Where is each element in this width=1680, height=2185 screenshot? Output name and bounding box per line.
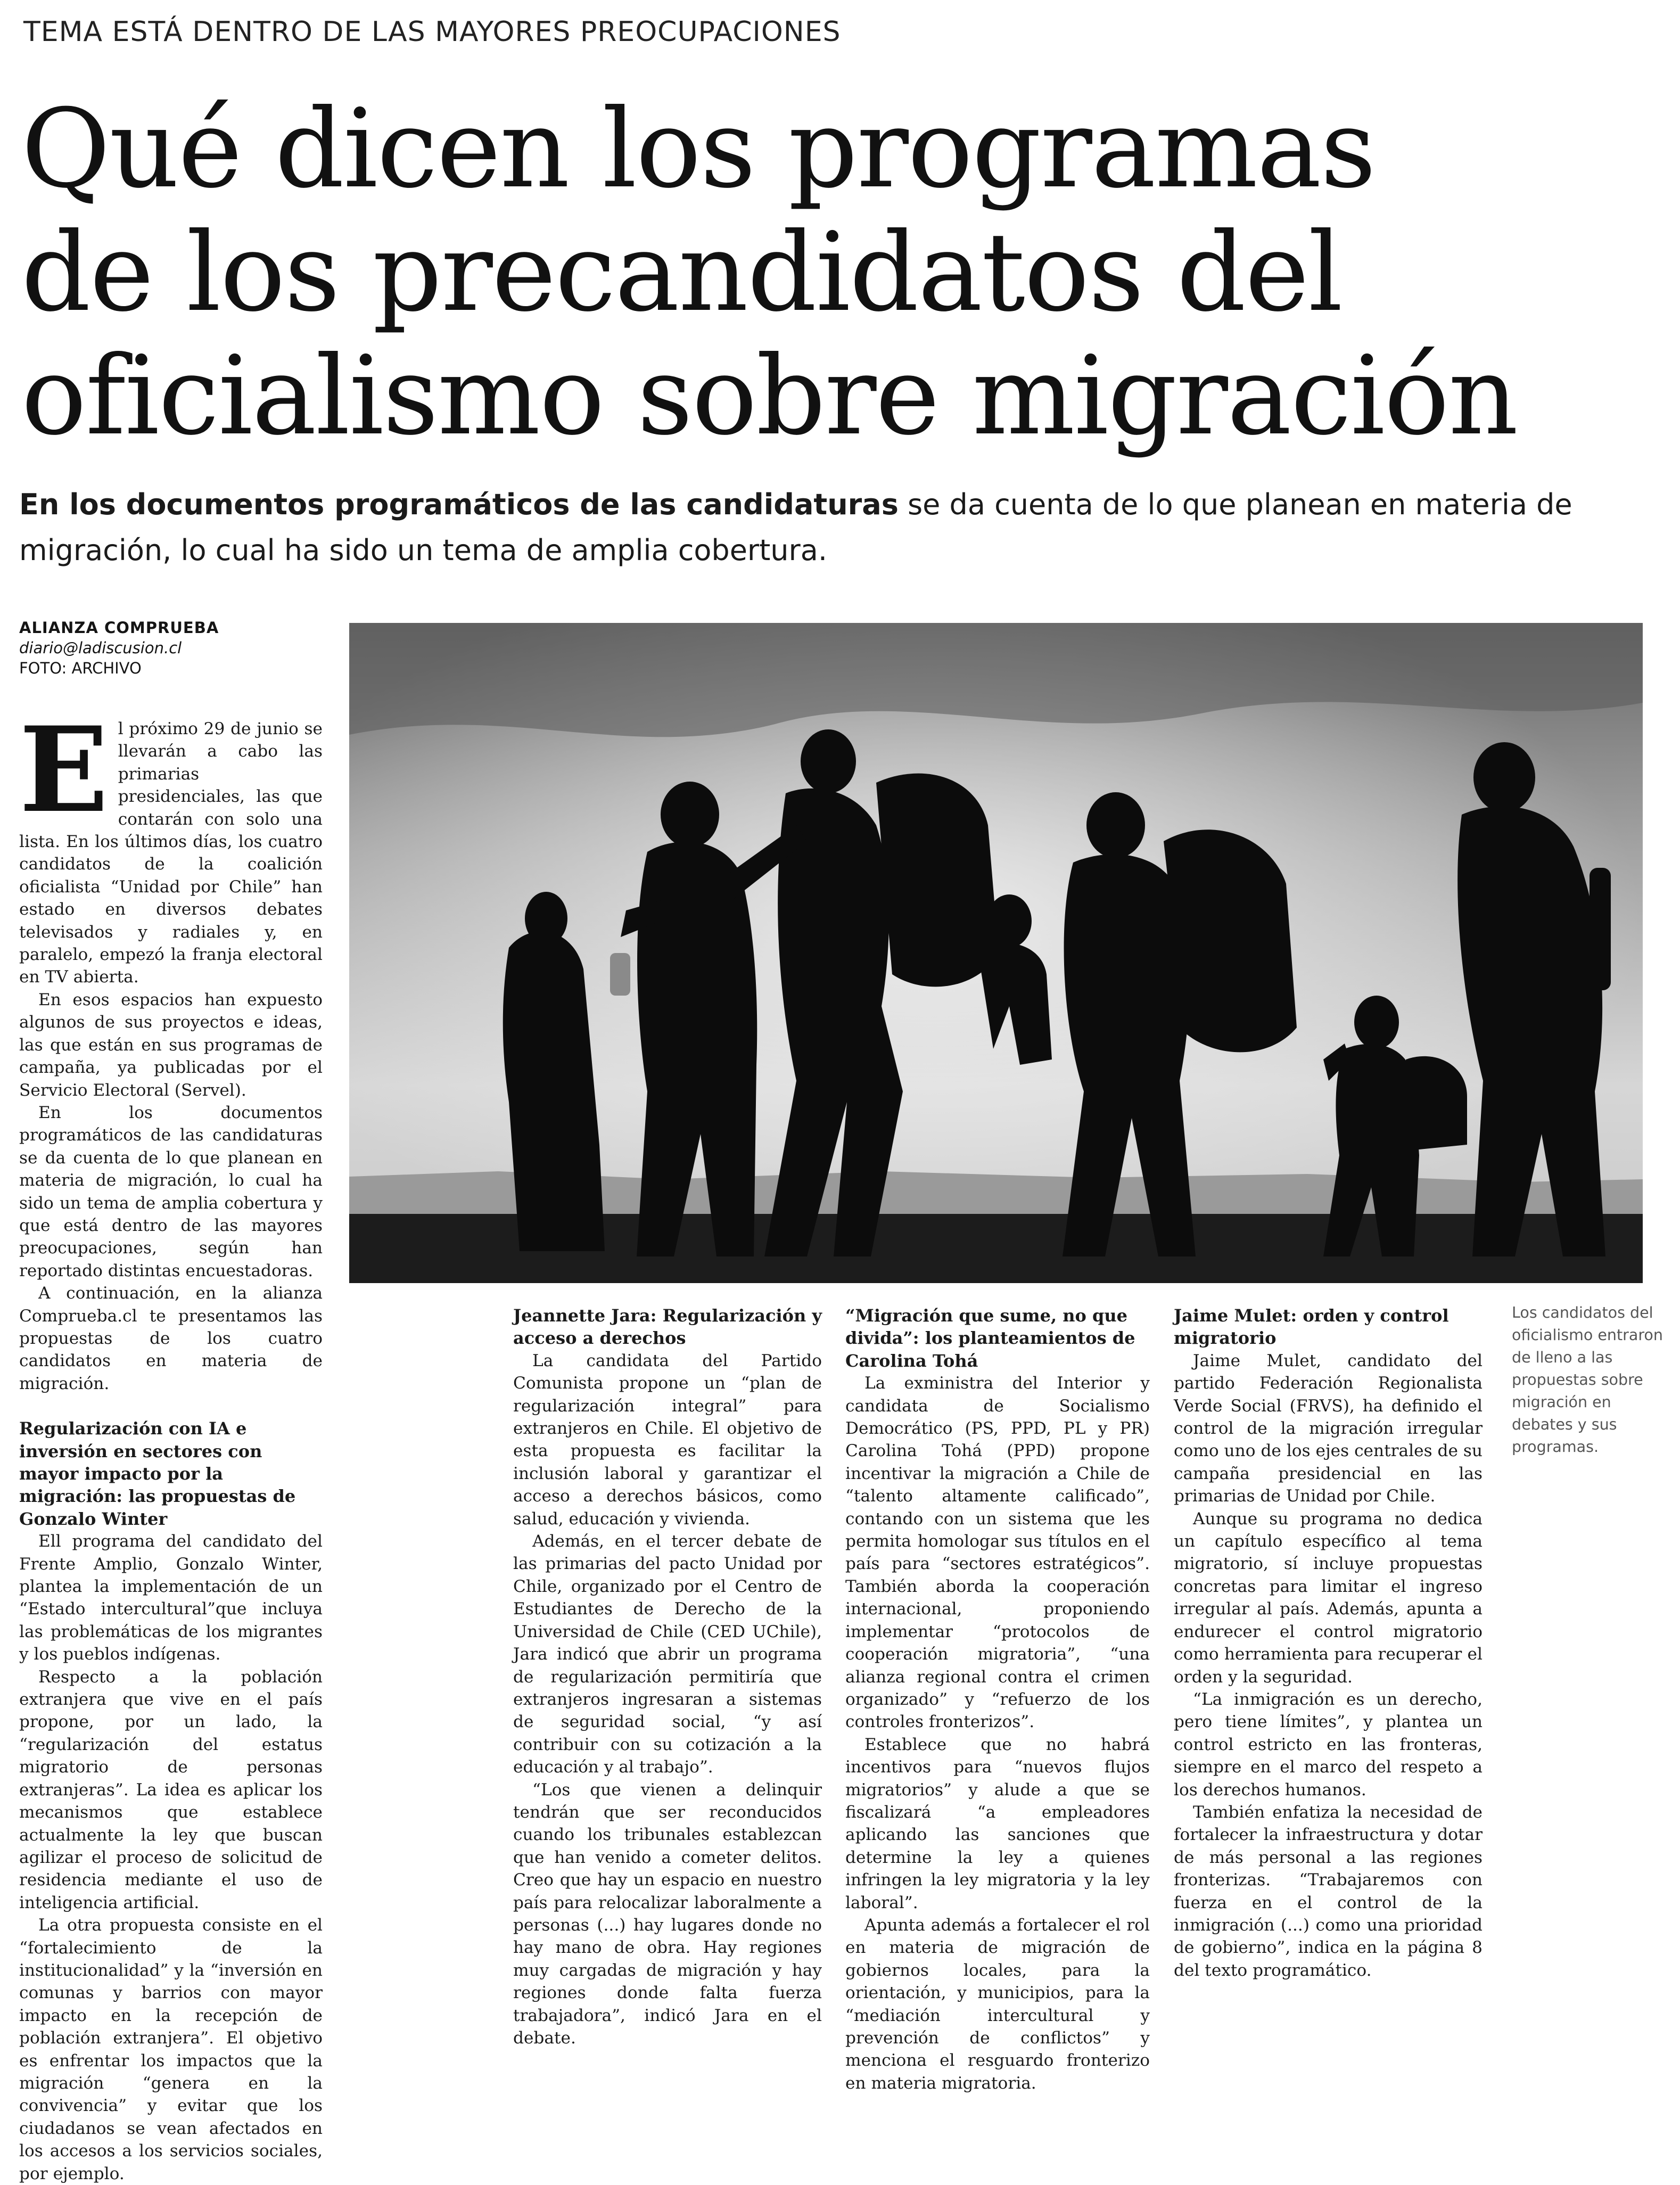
col3-paragraph-3: Apunta además a fortalecer el rol en materia de migración de gobiernos locales, para la orientación, y municipios, para la “mediación intercultural y prevención de conflictos” y menciona el resguardo fronterizo en materia migratoria. bbox=[845, 1915, 1150, 2093]
toha-subheading: “Migración que sume, no que divida”: los planteamientos de Carolina Tohá bbox=[845, 1305, 1135, 1371]
col2-paragraph-2: Además, en el tercer debate de las primarias del pacto Unidad por Chile, organizado por el Centro de Estudiantes de Derecho de la Universidad de Chile (CED UChile), Jara indicó que abrir un programa de regularización permitiría que extranjeros ingresaran a sistemas de seguridad social, “y así contribuir con su cotización a la educación y al trabajo”. bbox=[513, 1532, 822, 1777]
deck bbox=[19, 482, 1627, 573]
photo-credit: FOTO: ARCHIVO bbox=[19, 659, 142, 677]
col1-paragraph-1: l próximo 29 de junio se llevarán a cabo las primarias presidenciales, las que contarán con solo una lista. En los últimos días, los cuatro candidatos de la coalición oficialista “Unidad por Chile” han estado en diversos debates televisados y radiales y, en paralelo, empezó la franja electoral en TV abierta. bbox=[19, 719, 323, 987]
col1-paragraph-3: En los documentos programáticos de las candidaturas se da cuenta de lo que planean en materia de migración, lo cual ha sido un tema de amplia cobertura y que está dentro de las mayores preocupaciones, según han reportado distintas encuestadoras. bbox=[19, 1103, 323, 1280]
col4-paragraph-1: Jaime Mulet, candidato del partido Federación Regionalista Verde Social (FRVS), ha definido el control de la migración irregular como uno de los ejes centrales de su campaña presidencial en las primarias de Unidad por Chile. bbox=[1174, 1351, 1483, 1506]
col3-paragraph-1: La exministra del Interior y candidata de Socialismo Democrático (PS, PPD, PL y PR) Carolina Tohá (PPD) propone incentivar la migración a Chile de “talento altamente calificado”, contando con un sistema que les permita homologar sus títulos en el país para “sectores estratégicos”. También aborda la cooperación internacional, proponiendo implementar “protocolos de cooperación migratoria”, “una alianza regional contra el crimen organizado” y “refuerzo de los controles fronterizos”. bbox=[845, 1374, 1150, 1732]
col4-paragraph-3: “La inmigración es un derecho, pero tiene límites”, y plantea un control estricto en las fronteras, siempre en el marco del respeto a los derechos humanos. bbox=[1174, 1689, 1483, 1800]
column-1 bbox=[19, 701, 323, 2183]
deck-lead: En los documentos programáticos de las candidaturas bbox=[19, 488, 899, 521]
jara-subheading: Jeannette Jara: Regularización y acceso a derechos bbox=[513, 1305, 822, 1349]
mulet-subheading: Jaime Mulet: orden y control migratorio bbox=[1174, 1305, 1449, 1349]
col1-paragraph-5: Ell programa del candidato del Frente Amplio, Gonzalo Winter, plantea la implementación de un “Estado intercultural”que incluya las problemáticas de los migrantes y los pueblos indígenas. bbox=[19, 1532, 323, 1664]
col3-paragraph-2: Establece que no habrá incentivos para “nuevos flujos migratorios” y alude a que se fiscalizará “a empleadores aplicando las sanciones que determine la ley a quienes infringen la ley migratoria y la ley laboral”. bbox=[845, 1735, 1150, 1912]
headline-line-3: oficialismo sobre migración bbox=[21, 333, 1518, 459]
col4-paragraph-4: También enfatiza la necesidad de fortalecer la infraestructura y dotar de más personal a las regiones fronterizas. “Trabajaremos con fuerza en el control de la inmigración (...) como una prioridad de gobierno”, indica en la página 8 del texto programático. bbox=[1174, 1802, 1483, 1980]
byline-author: ALIANZA COMPRUEBA bbox=[19, 619, 219, 637]
migrants-silhouette-photo bbox=[349, 623, 1643, 1283]
main-photo bbox=[349, 623, 1643, 1283]
byline-email: diario@ladiscusion.cl bbox=[19, 639, 182, 657]
col1-paragraph-2: En esos espacios han expuesto algunos de sus proyectos e ideas, las que están en sus programas de campaña, ya publicadas por el Servicio Electoral (Servel). bbox=[19, 990, 323, 1100]
headline-line-1: Qué dicen los programas bbox=[21, 86, 1376, 212]
kicker: TEMA ESTÁ DENTRO DE LAS MAYORES PREOCUPACIONES bbox=[23, 16, 841, 48]
photo-caption: Los candidatos del oficialismo entraron de lleno a las propuestas sobre migración en debates y sus programas. bbox=[1512, 1304, 1663, 1456]
byline bbox=[19, 618, 339, 678]
headline-line-2: de los precandidatos del bbox=[21, 210, 1342, 336]
col2-paragraph-3: “Los que vienen a delinquir tendrán que ser reconducidos cuando los tribunales establezcan que han venido a cometer delitos. Creo que hay un espacio en nuestro país para relocalizar laboralmente a personas (...) hay lugares donde no hay mano de obra. Hay regiones muy cargadas de migración y hay regiones donde falta fuerza trabajadora”, indicó Jara en el debate. bbox=[513, 1780, 822, 2048]
column-4 bbox=[1174, 1304, 1483, 2028]
headline bbox=[21, 88, 1661, 458]
col2-paragraph-1: La candidata del Partido Comunista propone un “plan de regularización integral” para extranjeros en Chile. El objetivo de esta propuesta es facilitar la inclusión laboral y garantizar el acceso a derechos básicos, como salud, educación y vivienda. bbox=[513, 1351, 822, 1529]
drop-cap: E bbox=[19, 701, 109, 839]
column-3 bbox=[845, 1304, 1150, 2093]
column-2 bbox=[513, 1304, 822, 2048]
deck-rest: se da cuenta de lo que planean en materia de migración, lo cual ha sido un tema de amplia cobertura. bbox=[19, 488, 1572, 567]
col4-paragraph-2: Aunque su programa no dedica un capítulo específico al tema migratorio, sí incluye propuestas concretas para limitar el ingreso irregular al país. Además, apunta a endurecer el control migratorio como herramienta para recuperar el orden y la seguridad. bbox=[1174, 1509, 1483, 1687]
col1-paragraph-6: Respecto a la población extranjera que vive en el país propone, por un lado, la “regularización del estatus migratorio de personas extranjeras”. La idea es aplicar los mecanismos que establece actualmente la ley que buscan agilizar el proceso de solicitud de residencia mediante el uso de inteligencia artificial. bbox=[19, 1667, 323, 1912]
col1-paragraph-7: La otra propuesta consiste en el “fortalecimiento de la institucionalidad” y la “inversión en comunas y barrios con mayor impacto en la recepción de población extranjera”. El objetivo es enfrentar los impactos que la migración “genera en la convivencia” y evitar que los ciudadanos se vean afectados en los accesos a los servicios sociales, por ejemplo. bbox=[19, 1916, 323, 2183]
winter-subheading: Regularización con IA e inversión en sectores con mayor impacto por la migración: las propuestas de Gonzalo Winter bbox=[19, 1418, 296, 1529]
col1-paragraph-4: A continuación, en la alianza Comprueba.cl te presentamos las propuestas de los cuatro candidatos en materia de migración. bbox=[19, 1284, 323, 1393]
